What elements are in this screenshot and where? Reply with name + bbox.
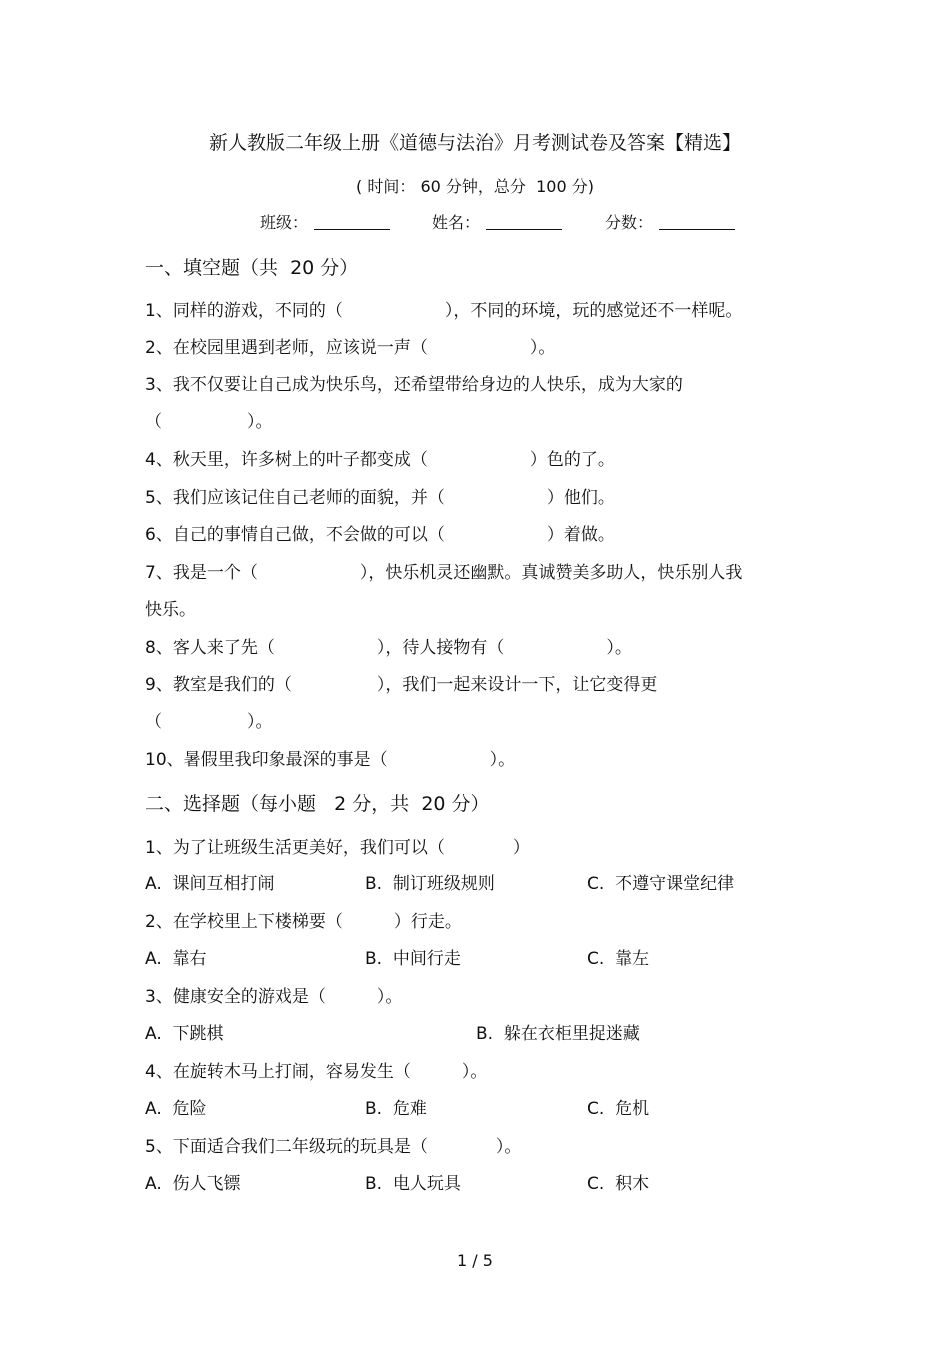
choice-option-a[interactable]: A. 下跳棋 (145, 1024, 224, 1044)
name-label: 姓名： (432, 213, 481, 232)
choice-question: 4、在旋转木马上打闹，容易发生（ ）。 (145, 1062, 488, 1082)
fill-question: 6、自己的事情自己做，不会做的可以（ ）着做。 (145, 525, 615, 545)
choice-question: 5、下面适合我们二年级玩的玩具是（ ）。 (145, 1137, 522, 1157)
choice-option-c[interactable]: C. 积木 (587, 1174, 650, 1194)
choice-option-a[interactable]: A. 伤人飞镖 (145, 1174, 241, 1194)
choice-option-b[interactable]: B. 危难 (365, 1099, 427, 1119)
choice-question: 2、在学校里上下楼梯要（ ）行走。 (145, 912, 462, 932)
choice-option-a[interactable]: A. 课间互相打闹 (145, 874, 275, 894)
fill-question: 10、暑假里我印象最深的事是（ ）。 (145, 750, 516, 770)
fill-question: 3、我不仅要让自己成为快乐鸟，还希望带给身边的人快乐，成为大家的 (145, 375, 683, 395)
fill-question: 7、我是一个（ ），快乐机灵还幽默。真诚赞美多助人，快乐别人我 (145, 563, 743, 583)
fill-question-cont: （ ）。 (145, 412, 273, 432)
choice-option-c[interactable]: C. 不遵守课堂纪律 (587, 874, 735, 894)
fill-question: 9、教室是我们的（ ），我们一起来设计一下，让它变得更 (145, 675, 658, 695)
section-choice-heading: 二、选择题（每小题 2 分，共 20 分） (145, 793, 490, 815)
section-fill-blank-heading: 一、填空题（共 20 分） (145, 257, 359, 279)
name-field[interactable] (432, 212, 562, 234)
class-blank[interactable] (314, 213, 390, 230)
choice-question: 3、健康安全的游戏是（ ）。 (145, 987, 403, 1007)
fill-question: 4、秋天里，许多树上的叶子都变成（ ）色的了。 (145, 450, 615, 470)
fill-question-cont: 快乐。 (145, 600, 196, 620)
choice-question: 1、为了让班级生活更美好，我们可以（ ） (145, 838, 530, 858)
score-field[interactable] (605, 212, 735, 234)
choice-option-c[interactable]: C. 靠左 (587, 949, 650, 969)
fill-question: 2、在校园里遇到老师，应该说一声（ ）。 (145, 338, 556, 358)
score-label: 分数： (605, 213, 654, 232)
score-blank[interactable] (659, 213, 735, 230)
choice-option-a[interactable]: A. 危险 (145, 1099, 207, 1119)
fill-question: 8、客人来了先（ ），待人接物有（ ）。 (145, 638, 632, 658)
page-title: 新人教版二年级上册《道德与法治》月考测试卷及答案【精选】 (208, 132, 741, 154)
choice-option-c[interactable]: C. 危机 (587, 1099, 650, 1119)
fill-question: 1、同样的游戏，不同的（ ），不同的环境，玩的感觉还不一样呢。 (145, 301, 743, 321)
choice-option-b[interactable]: B. 电人玩具 (365, 1174, 461, 1194)
choice-option-a[interactable]: A. 靠右 (145, 949, 207, 969)
fill-question-cont: （ ）。 (145, 712, 273, 732)
page-number: 1 / 5 (457, 1251, 493, 1270)
class-field[interactable] (260, 212, 390, 234)
choice-option-b[interactable]: B. 中间行走 (365, 949, 461, 969)
exam-info: ( 时间： 60 分钟，总分 100 分) (356, 177, 594, 196)
name-blank[interactable] (486, 213, 562, 230)
choice-option-b[interactable]: B. 躲在衣柜里捉迷藏 (476, 1024, 640, 1044)
choice-option-b[interactable]: B. 制订班级规则 (365, 874, 495, 894)
class-label: 班级： (260, 213, 309, 232)
fill-question: 5、我们应该记住自己老师的面貌，并（ ）他们。 (145, 488, 615, 508)
